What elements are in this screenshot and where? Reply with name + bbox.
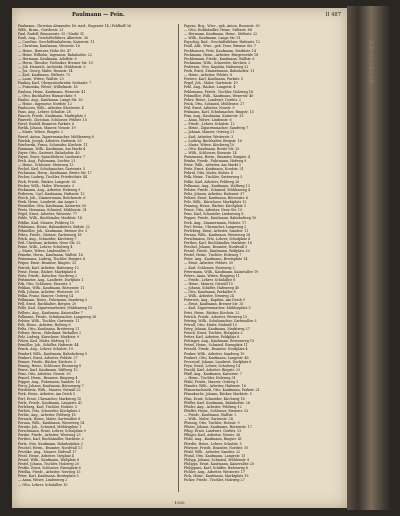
directory-entry: Percy, Johann, Kaufmann, Börsenweg 7 [18,384,84,389]
directory-entry: — Marie, Witwe, Ringstr. 2 [18,130,64,135]
directory-entry: Pemöller, Joh., Schiffer, Hafenstr. 44 [18,343,79,348]
directory-entry: Pelle, Karl, Zigarrenarbeiter, Mühlenweg 15 [18,306,93,311]
directory-entry: Pehrs, Friedr., Gärtner, Gartenweg 18 [18,232,82,237]
directory-entry: Peinemann, Herm., Beamter, Burgstr. 4 [184,155,250,159]
directory-entry: — Hermann, Kaufmann, Heinr., Stiftsstr. 22 [184,32,258,37]
directory-entry: Pertz, Otto, Kaufmann, Bahnhofplatz 3 [18,441,83,446]
directory-page [12,8,347,508]
directory-entry: — Ludwig, Buchhalter, Bergstr. 18 [184,138,242,143]
directory-entry: Paulus, Aug., Kaufmann, Lange Str. 30 [18,97,83,102]
directory-entry: — Otto, Lehrer, Schulallee 10 [18,482,68,487]
directory-entry: Peise, Wilh., Arbeiter, Am Markt 2 [184,163,242,168]
page-footer: 1920 [174,500,185,505]
directory-entry: — Marie, Witwe, Lindenallee 9 [18,249,70,254]
directory-entry: — Wilh., Schlosser, Eisenstr. 14 [184,150,237,155]
directory-entry: — Johann, Schiffer, Hafenweg 40 [184,286,240,290]
directory-entry: — Otto, Kaufmann, Parkallee 8 [184,290,236,295]
directory-entry: Pelster, Friedr., Schmied, Mühlenweg 4 [184,187,251,192]
directory-entry: Paulussen, Wilh., Arbeiter, Klosterstr. 4 [18,105,84,110]
directory-entry: Petzold, Friedr., Beamter, Nordplatz 4 [184,347,248,352]
directory-entry: Pernitz, Joh., Schmied, Mühlenplatz 1 [18,425,82,430]
directory-entry: — Friedr., Lehrer, Schulstr. 12 [184,122,235,127]
directory-entry: Pflug, Ernst, Landwirt, Dorfstr. 13 [184,429,242,434]
directory-entry: — Friedr., Kaufmann, Wallstr. 2 [184,412,237,417]
directory-entry: Petsch, Ernst, Tischler, Holzplatz 2 [184,331,243,336]
directory-entry: Pellens, Aug., Kaufmann, Kaiserallee 7 [18,310,83,315]
directory-entry: — Heinr., Schlosser, Steinweg 13 [18,163,74,168]
directory-entry: Perschmann, Otto, Lehrer, Schulplatz 4 [184,236,250,241]
directory-entry: Perlitz, Aug., Arbeiter, Feldweg 18 [18,412,76,417]
directory-entry: Pehle, Wilh., Buchbinder, Marktstr. 14 [18,216,82,221]
directory-entry: — Heinr. Wilhelm, Ingenieur, Bahnhofstr. 22 [18,52,92,57]
directory-entry: — Karl, Arbeiter, Westerstr. 3 [184,134,234,139]
directory-entry: Peschel, Herm., Beamter, Nordwall 11 [18,445,83,450]
directory-entry: Pessel, Wilh., Kaufmann, Wallplatz 8 [18,457,79,462]
directory-entry: Pauliny, Karl, Oberpostsekretär, Sedanstr. 7 [18,81,92,86]
directory-entry: Peitz, Ernst, Kaufmann, Nordstr. 31 [184,167,244,172]
directory-entry: Penck, Aug., Lehrer, Schulstr. 19 [18,347,73,352]
directory-entry: — Heinr., Zigarrenmacher, Sandweg 7 [184,126,249,131]
directory-entry: Paul, Rudolf, Brunnenstr. 35 / Markt 31 [18,32,84,37]
directory-entry: Perthes, Karl, Buchhändler, Marktstr. 16 [184,240,252,245]
directory-entry: Penner, Friedr., Bäcker, Kirchstr. 3 [18,359,76,364]
directory-entry: Pehmöller, Joh., Kaufmann, Bremer Str. 3 [18,228,88,233]
directory-entry: — Herm. Theodor, Techniker, Bremer Str. 10 [18,60,93,65]
directory-entry: Philipp, Johann, Schmied, Mühlenstr. 8 [184,457,250,462]
directory-entry: Perschmann, Ernst, Lehrer, Schulplatz 9 [18,429,86,434]
directory-entry: Peitz, Friedr., Kutscher, Nordweg 2 [18,273,77,278]
directory-entry: Petzel, Heinr., Schmied, Eisenplatz 11 [184,343,248,348]
directory-entry: Paus, Ang., Lehrer, Schulstr. 28 [18,109,71,114]
directory-entry: Peckhausen, Fritz, Kaufmann, Marktstr. 14 [184,48,256,53]
directory-entry: Pehrs, Heinr., Landwirt, Dorfstr. 2 [184,97,241,102]
directory-entry: Pestel, Heinr., Tischler, Holzweg 7 [184,253,242,258]
directory-entry: Perske, Friedr., Arbeiter, Westweg 25 [18,433,81,438]
directory-entry: Peck, Friedr., Bäcker, Langestr. 26 [18,179,76,184]
directory-entry: Pelkmann, Heinr., Fuhrmann, Sandweg 3 [18,298,87,303]
directory-entry: Petrick, Friedr., Arbeiter, Westweg 13 [184,314,248,319]
directory-entry: Petermann, Wilh., Kaufmann, Kaiserallee 19 [184,269,259,274]
directory-entry: Perdelwitz, Wilh., Maurer, Ostwall 22 [18,388,81,393]
directory-entry: — Marie, Witwe, Kirchweg 10 [184,142,235,147]
directory-entry: Pick, Heinr., Kaufmann, Marktplatz 19 [184,474,249,479]
directory-entry: Pegel, Joh., Maler, Gartenstr. 19 [184,81,238,86]
directory-entry: Pichler, Aug., Arbeiter, Westerstr. 17 [184,470,246,475]
directory-entry: Peeters, Karl, Kaufmann, Parkstr. 5 [184,77,244,82]
directory-entry: Penkert, Ernst, Arbeiter, Feldstr. 27 [18,355,78,360]
directory-entry: Peinemann, Ludwig, Tischler, Burgstr. 8 [18,257,85,262]
directory-entry: Peltzer, Herm., Fabrikant, Parkallee 2 [18,331,82,336]
directory-entry: Petelka, Friedr., Arbeiter, Neuweg 13 [18,470,81,475]
directory-entry: Pfordte, Heinr., Lehrer, Schulstr. 5 [184,441,242,446]
directory-entry: — Ernst, Arbeiter, Feldstr. 30 [184,261,233,266]
directory-entry: Peckmann, Aug., Arbeiter, Holzweg 9 [18,187,81,192]
directory-entry: — Friedr., Lehrer, Schulallee 6 [184,277,236,282]
directory-entry: Pech, Aug., Fuhrmann, Dorfstr. 21 [18,159,76,164]
directory-entry: Pernau, Wilh., Kaufmann, Weserweg 28 [184,232,251,237]
directory-entry: Pell, Ernst, Buchhalter, Bergstr. 20 [18,302,77,307]
directory-entry: Peall, Alfr., Wwe., geb. Tews, Bremer Str. 7 [184,44,256,49]
directory-entry: Pfau, Ernst, Schneider, Kirchweg 18 [184,396,245,401]
directory-entry: Paxmann, Wilh., Kaufmann, Am Markt 4 [18,146,86,151]
directory-entry: — Karl, Zigarrenmacher, Mühlenplatz 5 [184,306,251,311]
directory-entry: Perl, Ernst, Uhrmacher, Marktweg 10 [18,396,82,401]
directory-entry: Pellmann, Aug., Kaufmann, Wallweg 13 [184,183,250,188]
directory-entry: Payens, Bcg., Wwe., geb. Anton, Rosenstr. 30 [184,24,260,28]
directory-entry: — Christian, Kaufmann, Weserstr. 16 [18,44,80,49]
directory-entry: — Wilh., Kaufmann, Lange Str. 51 [184,36,241,41]
directory-entry: Pense, Otto, Arbeiter, Neue Str. 19 [184,208,243,213]
directory-entry: Pesel, Heinr., Arbeiter, Ostplatz 4 [18,453,74,458]
directory-entry: Peschel, Johann, Beamter, Nordwall 3 [184,245,248,250]
directory-entry: Pecker, Wilh., Maler, Wiesenstr. 3 [18,183,75,188]
directory-entry: Penzel, Herm., Beamter, Ringweg 4 [18,376,78,381]
directory-entry: — Heinr., Maurer, Ostwall 15 [184,281,233,286]
directory-entry: Peick, Otto, Schmied, Mühlenstr. 27 [184,101,245,106]
directory-entry: Pezold, Karl, Arbeiter, Ringstr. 29 [184,367,241,372]
directory-entry: Peter, Aug., Kaufmann, Breiteplatz 14 [184,257,248,262]
directory-entry: — Anna, Witwe, Lindenstr. 6 [184,118,232,123]
directory-entry: Pehmöller, Wilh., Kaufmann, Weserstr. 40 [184,93,254,98]
directory-entry: Pernack, Heinr., Maler, Gartenallee 6 [18,417,81,421]
directory-entry: Peitzmeier, Aug., Landwirt, Dorfplatz 1 [18,277,84,282]
directory-entry: Peemöller, Otto, Kaufmann, Kaiserstr. 50 [18,204,87,209]
directory-entry: Peltz, Otto, Kaufmann, Breiteweg 21 [18,326,80,331]
directory-entry: Pfennig, Otto, Tischler, Holzstr. 9 [184,421,240,426]
directory-entry: Pecher, Ludwig, Tischler, Friedrichstr. 44 [18,175,88,180]
directory-entry: Penz, Otto, Arbeiter, Neustr. 30 [18,371,71,376]
directory-entry: Peuker, Wilh., Arbeiter, Sandweg 19 [184,351,245,356]
directory-entry: Perleberg, Karl, Tischler, Holzstr. 3 [18,404,77,409]
directory-entry: Petter, Karl, Arbeiter, Feldplatz 8 [184,335,240,340]
directory-entry: Peschke, Aug., Maurer, Südwall 17 [18,449,77,454]
directory-entry: Pfannenschmidt, Otto, Kaufmann, Parkstr. 21 [184,388,260,393]
directory-entry: Pepper, Friedr., Kaufmann, Bahnhofweg 10 [184,216,257,221]
directory-entry: Perlich, Otto, Schneider, Kirchplatz 2 [18,408,81,413]
directory-entry: — Karl, Schlosser, Eisenweg 2 [184,265,235,270]
directory-entry: Pfeiffer, Heinr., Schlosser, Eisenstr. 33 [184,408,249,413]
directory-entry: Peil, Ernst, Arbeiter, Neustr. 9 [184,105,235,110]
directory-entry: Peise, Heinr., Bäcker, Marktplatz 6 [18,269,77,274]
directory-entry: Perk, Heinr., Arbeiter, Am Deich 5 [18,392,76,397]
directory-entry: Pernau, Wilh., Kaufmann, Weserweg 14 [18,421,85,426]
directory-entry: Peter, Karl, Kaufmann, Breiteplatz 5 [18,474,79,479]
directory-entry: Payer, Otto, Gastwirt, Bahnhofstr. 40 [18,150,80,155]
directory-entry: — Otto, Buchhalter, Bismarckstr. 9 [18,93,77,98]
directory-entry: Peters, Anna, Witwe, Ringweg 11 [184,273,240,278]
directory-entry: Wilh., Bram., Goethestr. 21 [18,28,64,33]
directory-entry: Pehlke, Karl, Maurer, Feldweg 10 [18,220,75,225]
directory-entry: Pawel, Anton, Zigarrenmacher, Mühlenweg 8 [18,134,94,139]
directory-entry: Pausch, Friedr., Kaufmann, Marktplatz 3 [18,114,87,119]
directory-entry: Peineke, Herm., Kaufmann, Wallstr. 16 [18,253,83,258]
directory-entry: Petri, Heinr., Bäcker, Kirchstr. 22 [184,310,240,315]
directory-entry: — Anna, Witwe, Lindenweg 2 [18,478,68,483]
directory-entry: Peckmann, Wilh., Schneider, Kirchstr. 3 [184,60,251,65]
directory-entry: Pevestorf, Johann, Landwirt, Dorfplatz 6 [184,359,252,364]
directory-entry: Pedersen, Otto, Kapitän, Hafenweg 22 [184,64,249,69]
directory-entry: Pecklemann, Friedr., Kaufmann, Wallstr. 6 [184,56,255,61]
directory-entry: Peeck, Joh., Zimmermann, Brückenstr. 6 [18,195,86,200]
directory-entry: — Otto, Kaufmann, Breite Str. 25 [184,146,240,151]
directory-entry: Pelke, Karl, Arbeiter, Feldweg 26 [184,179,240,184]
directory-entry: — Jos. Georg, Maler, Roonstr. 14 [18,69,73,74]
page-number: II 487 [325,12,341,18]
directory-entry: Peltzer, Ernst, Kaufmann, Börsenstr. 6 [184,195,248,200]
directory-entry: Perthes, Karl, Buchhändler, Marktstr. 2 [18,437,84,442]
directory-entry: Pelz, Ludwig, Kürschner, Marktstr. 9 [18,335,80,340]
directory-entry: Pegel, Ernst, Arbeiter, Weserstr. 77 [18,212,77,217]
directory-entry: Pfund, Otto, Kaufmann, Langestr. 15 [184,453,246,458]
directory-entry: Pfohl, Aug., Kaufmann, Ringstr. 41 [184,437,242,442]
directory-entry: Peek, Ernst, Zimmermann, Bahnhofstr. 11 [184,69,255,74]
left-column [18,24,176,494]
directory-entry: Pauwels, Christian, Schlosser, Feldstr. 15 [18,118,87,123]
directory-entry: Pauli, Ang., Geschäftsführer, Albertstr. 36 [18,36,88,41]
directory-entry: Pelz, Wilh., Kürschner, Marktplatz 12 [184,200,247,205]
directory-entry: Pfahl, Friedr., Maurer, Ostweg 3 [184,380,239,385]
directory-entry: Pestel, Johann, Tischler, Holzweg 20 [18,462,79,467]
directory-entry: Peek, Heinr., Landwirt, Am Anger 2 [18,200,78,205]
directory-entry: — Caroline, Geschäftsinhaberin, Kaiserstr. 11 [18,40,95,45]
directory-entry: Peukert, Otto, Kaufmann, Langestr. 48 [184,355,249,360]
directory-entry: Pelk, Heinr., Tischler, Gartenweg 5 [184,175,243,180]
directory-entry: — Luise, Witwe, Wallstr. 23 [18,77,64,82]
directory-entry: — Heinr., Tischler, Holzweg 31 [184,376,236,381]
directory-entry: Pessel, Friedr., Kaufmann, Wallplatz 20 [184,249,250,254]
directory-entry: Pek, Otto, Schlosser, Eisenstr. 5 [18,281,72,286]
directory-entry: Peiper, Ernst, Beamter, Ringstr. 33 [18,261,77,266]
directory-entry: Paulmann, Christian Alexander, Dr. med., Ragenstr 14 / Feldhoff 36 [18,24,131,28]
directory-entry: Pettinger, Aug., Kaufmann, Börsenweg 15 [184,339,255,344]
directory-entry: — Heinr., Ingenieur, Nordstr. 12 [18,101,72,106]
directory-entry: Peil, Christian, Arbeiter, Neue Str. 25 [18,240,81,245]
directory-entry: — Hermann, Kaufmann, Adolfstr. 8 [18,56,77,61]
directory-entry: — Johann, Maurer, Ostweg 21 [184,130,235,135]
directory-entry: Pfander, Wilh., Arbeiter, Hafenstr. 16 [184,384,246,389]
directory-entry: Pepper, Aug., Fuhrmann, Sandstr. 16 [18,380,80,385]
directory-entry: Peltz, Johann, Arbeiter, Hafenstr. 37 [184,191,245,196]
directory-entry: Paulsen, Heinr., Kaufmann, Weserstr. 41 [18,89,86,94]
directory-entry: Peine, Wilh., Lehrer, Schulweg 4 [18,245,73,250]
directory-entry: Pedersen, Carl, Kaufmann, Hafenstr. 12 [18,191,85,196]
right-column [184,24,342,494]
directory-entry: Pavlik, Johann, Maurer, Neustr. 19 [18,126,76,131]
directory-entry: Pelster, Wilh., Tischler, Gartenstr. 11 [18,318,80,323]
directory-entry: Peyn, Ernst, Lehrer, Schulweg 14 [184,363,240,368]
directory-entry: Perl, Heinr., Uhrmacher, Langeweg 2 [184,224,247,229]
directory-entry: Peinke, Friedr., Fuhrmann, Hofweg 9 [184,159,247,164]
directory-entry: Pfeffer, Karl, Kaufmann, Bahnhofstr. 26 [184,400,250,405]
directory-entry: — Franziska, Witwe, Wilhelmstr. 18 [18,85,78,90]
directory-entry: — Heinr., Arbeiter, Feldstr. 8 [184,73,233,78]
directory-entry: Pavel, Rudolf, Beamter, Parkstr. 6 [18,122,75,127]
directory-entry: Pehlmann, Heinr., Bahnarbeiter, Südstr. 22 [18,224,90,229]
directory-entry: Petersen, Aug., Kapitän, Am Deich 9 [184,298,245,303]
directory-entry: Pestke, Ernst, Schlosser, Eisenplatz 6 [18,466,81,471]
directory-entry: Pfuhl, Wilh., Arbeiter, Sandstr. 22 [184,449,241,454]
directory-entry: Pelk, Johann, Arbeiter, Westerstr. 29 [18,290,79,295]
directory-entry: Perleberg, Ernst, Arbeiter, Sandstr. 11 [184,228,249,233]
directory-entry: Pawlak, Joseph, Arbeiter, Hafenstr. 35 [18,138,82,143]
directory-entry: Petry, Johann, Kaufmann, Marktweg 27 [184,326,250,331]
page-header [12,12,347,22]
directory-entry: Pekrul, Otto, Maler, Südstr. 8 [184,171,233,176]
directory-entry: Pelt, Heinr., Arbeiter, Hofweg 6 [18,322,71,327]
directory-entry: Peilmann, Karl, Schuhmacher, Ringstr. 15 [184,109,254,114]
directory-entry: Pförtner, Friedr., Beamter, Nordstr. 10 [184,445,249,450]
directory-entry: Perk, Aug., Zimmermann, Holzstr. 17 [184,220,247,225]
directory-entry: — Wilh., Arbeiter, Neuweg 24 [184,294,234,299]
directory-entry: Peick, Aug., Schneider, Kirchweg 7 [18,236,77,241]
directory-entry: Payne, Ernst, Sprachlehrer, Lindenstr. 7 [18,155,86,159]
directory-entry: Peirick, Karl, Arbeiter, Hafenweg 12 [18,265,79,270]
directory-entry: Petroll, Otto, Maler, Südwall 10 [184,322,237,327]
directory-entry: Pfannkuche, Johann, Bäcker, Marktstr. 5 [184,392,252,397]
directory-entry: Payschig, Rud., Geschäftsführer, Hafenstr. 12 [184,40,261,45]
directory-entry: Pellmann, Friedr., Schuhmacher, Langeweg 38 [18,314,97,319]
directory-entry: Pense, Karl, Kaufmann, Wallweg 12 [18,367,78,372]
directory-entry: Penning, Heinr., Bäcker, Kirchplatz 3 [184,204,246,209]
directory-entry: Pfeifer, Aug., Arbeiter, Feldweg 12 [184,404,242,409]
directory-entry: Pendorf, Wilh., Kaufmann, Bahnhofweg 5 [18,351,87,356]
directory-entry: Pfister, Johann, Kaufmann, Börsenstr. 17 [184,425,252,430]
directory-entry: Peckmann, Heinr., Arbeiter, Bürgerweide 18 [184,52,259,57]
directory-entry: — Otto, Holzhändler, Heinr., Stiftsstr. 88 [184,28,252,33]
directory-entry: Pawlowski, Franz, Schneider, Kirchstr. 11 [18,142,88,147]
directory-entry: Picker, Friedr., Tischler, Holzweg 27 [184,478,245,483]
column-divider [178,24,179,492]
directory-entry: Pein, Aug., Kaufmann, Kaiserstr. 33 [184,114,244,119]
directory-entry: — Karl, Kaufmann, Stiftsstr. 73 [18,73,71,78]
directory-entry: Philippsen, Karl, Schiffer, Hafenweg 6 [184,466,248,471]
directory-entry: — Heinr., Rentner, Hohe Str. 47 [18,48,72,53]
directory-entry: Perle, Friedr., Kaufmann, Langestr. 41 [18,400,83,405]
directory-entry: Pelzer, Karl, Maler, Südweg 13 [18,339,70,344]
directory-entry: Pfaff, Aug., Kaufmann, Kaiserstr. 7 [184,371,242,376]
directory-entry: Penz, Karl, Schneider, Lindenweg 8 [184,212,244,217]
directory-entry: Pechel, Karl, Schuhmacher, Gartenstr. 5 [18,167,86,172]
directory-entry: Pechmann, Herm., Kaufmann, Breite Str. 17 [18,171,92,176]
directory-entry: Pennig, Heinr., Schlosser, Eisenweg 8 [18,363,82,368]
directory-entry: Pflüger, Karl, Arbeiter, Neustr. 36 [184,433,241,438]
directory-entry: Pelka, Franz, Maurer, Ostweg 14 [18,294,74,299]
running-head: Paulmann — Pein. [72,12,125,18]
directory-entry: Petring, Wilh., Schuhmacher, Gartenallee 3 [184,318,257,323]
directory-entry: Pehlemann, Friedr., Tischler, Holzweg 16 [184,89,253,94]
directory-entry: — Wilh., Maler, Gartenstr. 24 [184,417,233,421]
spine-label: Adressbuch [367,40,374,85]
directory-entry: — Ernst, Kaufmann, Bremer Str. 35 [184,302,244,307]
directory-entry: — Joh. Heinrich, Architekt, Mühlenstr. 5 [18,64,86,69]
directory-entry: Philipps, Ernst, Kaufmann, Kaiserallee 25 [184,462,254,467]
directory-entry: Pehl, Aug., Bäcker, Langestr. 4 [184,85,236,90]
directory-entry: Pelikan, Wilh., Kaufmann, Börsenstr. 11 [18,286,85,290]
directory-entry: Peetz, Hermann, Schmied, Mühlenstr. 31 [18,208,87,213]
